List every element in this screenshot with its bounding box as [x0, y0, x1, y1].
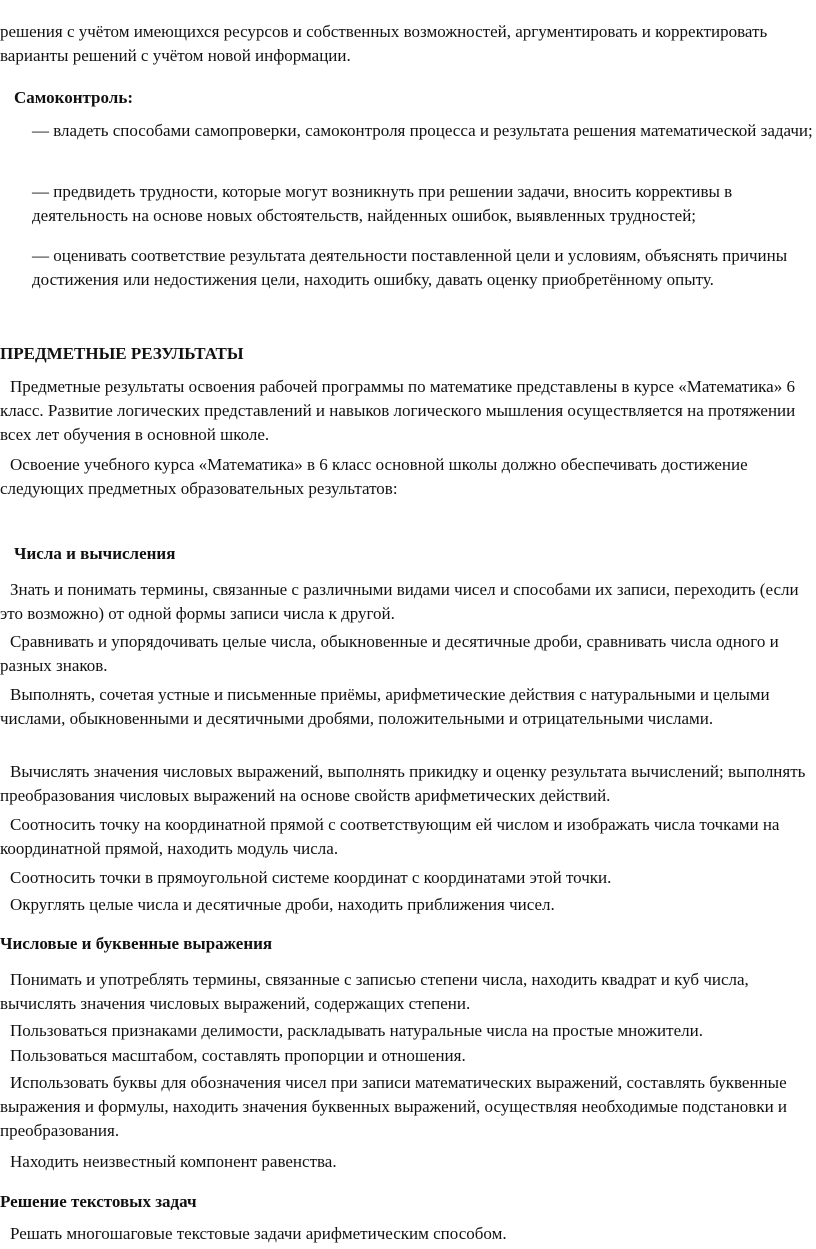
paragraph: Находить неизвестный компонент равенства.: [10, 1152, 337, 1171]
paragraph: Сравнивать и упорядочивать целые числа, обыкновенные и десятичные дроби, сравнивать числа одного и разных знаков.: [0, 632, 779, 675]
paragraph: Предметные результаты освоения рабочей программы по математике представлены в курсе «Математика» 6 класс. Развитие логических представлений и навыков логического мышления осуществляется на протяжении всех лет обучения в основной школе.: [0, 377, 796, 444]
paragraph: Соотносить точки в прямоугольной системе координат с координатами этой точки.: [10, 868, 612, 887]
paragraph: Вычислять значения числовых выражений, выполнять прикидку и оценку результата вычислений; выполнять преобразования числовых выражений на основе свойств арифметических действий.: [0, 762, 806, 805]
paragraph: Понимать и употреблять термины, связанные с записью степени числа, находить квадрат и куб числа, вычислять значения числовых выражений, содержащих степени.: [0, 970, 749, 1013]
subsection-heading-numbers: Числа и вычисления: [14, 544, 176, 563]
paragraph: Выполнять, сочетая устные и письменные приёмы, арифметические действия с натуральными и целыми числами, обыкновенными и десятичными дробями, положительными и отрицательными числами.: [0, 685, 770, 728]
subsection-heading-word-problems: Решение текстовых задач: [0, 1192, 197, 1211]
paragraph: Пользоваться масштабом, составлять пропорции и отношения.: [10, 1046, 466, 1065]
continuation-paragraph: решения с учётом имеющихся ресурсов и собственных возможностей, аргументировать и корректировать варианты решений с учётом новой информации.: [0, 22, 768, 65]
paragraph: Знать и понимать термины, связанные с различными видами чисел и способами их записи, переходить (если это возможно) от одной формы записи числа к другой.: [0, 580, 799, 623]
paragraph: Использовать буквы для обозначения чисел при записи математических выражений, составлять буквенные выражения и формулы, находить значения буквенных выражений, осуществляя необходимые подстановки и преобразования.: [0, 1073, 788, 1140]
paragraph: Решать многошаговые текстовые задачи арифметическим способом.: [10, 1224, 507, 1243]
paragraph: Соотносить точку на координатной прямой с соответствующим ей числом и изображать числа точками на координатной прямой, находить модуль числа.: [0, 815, 780, 858]
subsection-heading-expressions: Числовые и буквенные выражения: [0, 934, 273, 953]
paragraph: Освоение учебного курса «Математика» в 6 класс основной школы должно обеспечивать достижение следующих предметных образовательных результатов:: [0, 455, 748, 498]
self-control-heading: Самоконтроль:: [14, 88, 133, 107]
self-control-item: — предвидеть трудности, которые могут возникнуть при решении задачи, вносить коррективы в деятельность на основе новых обстоятельств, найденных ошибок, выявленных трудностей;: [32, 182, 733, 225]
paragraph: Пользоваться признаками делимости, раскладывать натуральные числа на простые множители.: [10, 1021, 703, 1040]
paragraph: Округлять целые числа и десятичные дроби, находить приближения чисел.: [10, 895, 555, 914]
self-control-item: — оценивать соответствие результата деятельности поставленной цели и условиям, объяснять причины достижения или недостижения цели, находить ошибку, давать оценку приобретённому опыту.: [32, 246, 788, 289]
section-heading-subject-results: ПРЕДМЕТНЫЕ РЕЗУЛЬТАТЫ: [0, 344, 244, 363]
self-control-item: — владеть способами самопроверки, самоконтроля процесса и результата решения математической задачи;: [32, 121, 813, 140]
